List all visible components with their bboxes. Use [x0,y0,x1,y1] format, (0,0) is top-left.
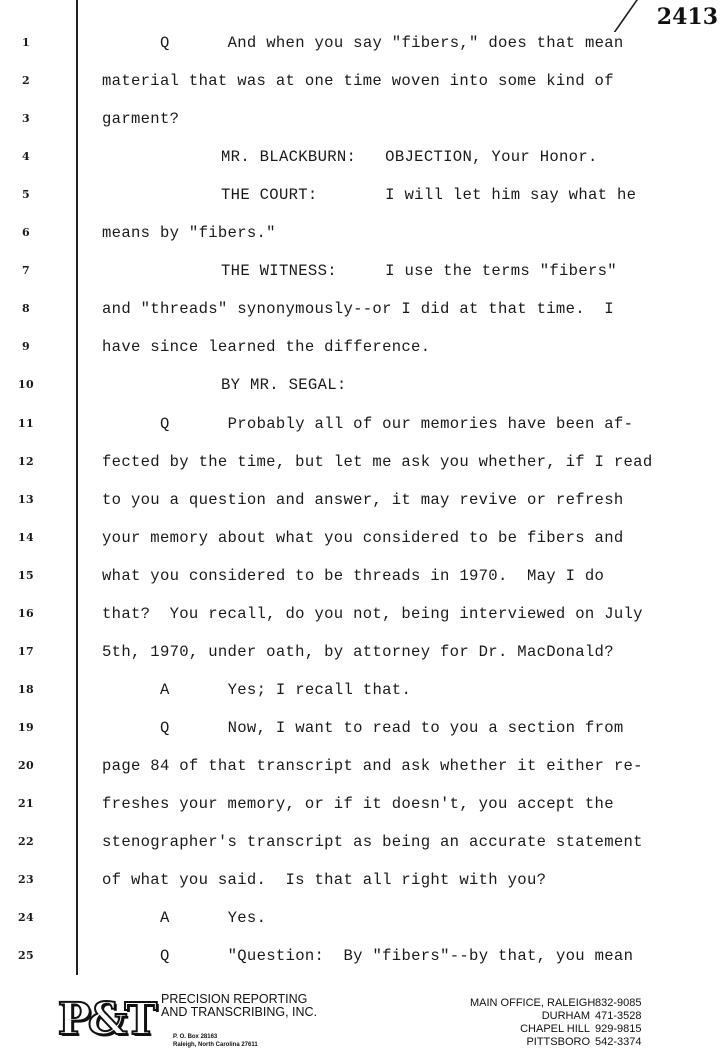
page-number: 2413 [656,4,718,30]
transcript-line [0,827,720,857]
transcript-line [0,66,720,96]
line-number: 14 [18,530,34,544]
line-text: MR. BLACKBURN: OBJECTION, Your Honor. [221,148,598,167]
transcript-line [0,751,720,781]
transcript-line [0,865,720,895]
line-text: what you considered to be threads in 1970. May I do [102,566,605,585]
line-number: 11 [18,416,34,430]
line-number: 20 [18,758,34,772]
address-line-2: Raleigh, North Carolina 27611 [173,1042,258,1048]
line-text: Q And when you say "fibers," does that mean [160,34,624,52]
transcript-line [0,523,720,553]
line-text: Q Now, I want to read to you a section from [160,718,624,737]
logo-text: P&T [57,993,155,1045]
transcript-line [0,789,720,819]
line-number: 19 [18,720,34,734]
transcript-line [0,675,720,705]
line-text: THE WITNESS: I use the terms "fibers" [221,262,617,281]
line-number: 21 [18,797,34,810]
address-line-1: P. O. Box 28163 [173,1034,218,1040]
transcript-line [0,637,720,667]
line-number: 1 [22,36,30,49]
line-number: 2 [22,74,30,88]
office-name: MAIN OFFICE, RALEIGH [470,997,596,1009]
line-text: 5th, 1970, under oath, by attorney for Dr. MacDonald? [102,642,614,661]
line-number: 3 [22,112,30,126]
office-row [470,1023,690,1036]
company-address [173,1033,258,1049]
line-number: 23 [18,873,34,887]
line-text: Q Probably all of our memories have been af- [160,414,634,433]
line-text: freshes your memory, or if it doesn't, you accept the [102,795,614,813]
line-text: means by "fibers." [102,224,276,243]
line-number: 25 [18,949,34,963]
line-text: material that was at one time woven into some kind of [102,72,614,91]
line-number: 5 [22,188,30,202]
footer [0,985,720,1063]
office-phone: 471-3528 [595,1010,642,1022]
transcript-line [0,903,720,933]
transcript-line [0,180,720,210]
line-number: 17 [18,644,34,658]
line-text: page 84 of that transcript and ask whether it either re- [102,756,643,775]
line-text: and "threads" synonymously--or I did at that time. I [102,300,614,319]
transcript-line [0,941,720,971]
transcript-line [0,485,720,515]
line-number: 6 [22,226,30,240]
office-phone: 542-3374 [595,1036,642,1048]
line-text: A Yes. [160,909,267,928]
line-number: 8 [22,302,30,316]
line-number: 10 [18,378,34,392]
line-number: 4 [22,150,30,164]
line-number: 13 [18,492,34,506]
transcript-line [0,409,720,439]
transcript-line [0,256,720,286]
line-text: garment? [102,110,180,129]
line-text: stenographer's transcript as being an accurate statement [102,833,643,852]
office-row [470,1010,690,1023]
transcript-line [0,218,720,248]
company-line-1: PRECISION REPORTING [161,992,308,1006]
line-text: that? You recall, do you not, being interviewed on July [102,604,643,623]
line-text: fected by the time, but let me ask you whether, if I read [102,452,653,471]
transcript-line [0,332,720,362]
line-text: BY MR. SEGAL: [221,376,347,395]
line-number: 9 [22,340,30,354]
pt-logo [58,992,154,1046]
line-number: 12 [18,454,34,468]
transcript-line [0,104,720,134]
line-number: 24 [18,911,34,925]
line-text: have since learned the difference. [102,338,431,357]
transcript-line [0,447,720,477]
line-text: A Yes; I recall that. [160,680,412,699]
transcript-line [0,294,720,324]
office-list [470,997,690,1049]
line-number: 22 [18,835,34,849]
office-phone: 832-9085 [595,997,642,1009]
office-phone: 929-9815 [595,1023,642,1035]
transcript-line [0,713,720,743]
line-text: Q "Question: By "fibers"--by that, you mean [160,947,634,966]
transcript-line [0,599,720,629]
line-text: your memory about what you considered to be fibers and [102,528,624,547]
transcript-line [0,28,720,58]
line-number: 16 [18,606,34,620]
line-text: to you a question and answer, it may revive or refresh [102,490,624,509]
transcript-line [0,142,720,172]
office-row [470,1036,690,1049]
line-text: of what you said. Is that all right with you? [102,871,547,890]
transcript-line [0,561,720,591]
company-line-2: AND TRANSCRIBING, INC. [161,1005,318,1019]
line-number: 7 [22,264,30,278]
office-name: CHAPEL HILL [520,1023,590,1035]
line-number: 18 [18,682,34,696]
office-name: PITTSBORO [526,1036,590,1048]
transcript-line [0,370,720,400]
line-text: THE COURT: I will let him say what he [221,186,637,205]
line-number: 15 [18,568,34,582]
company-name [161,993,317,1019]
office-name: DURHAM [541,1010,590,1022]
office-row [470,997,690,1010]
